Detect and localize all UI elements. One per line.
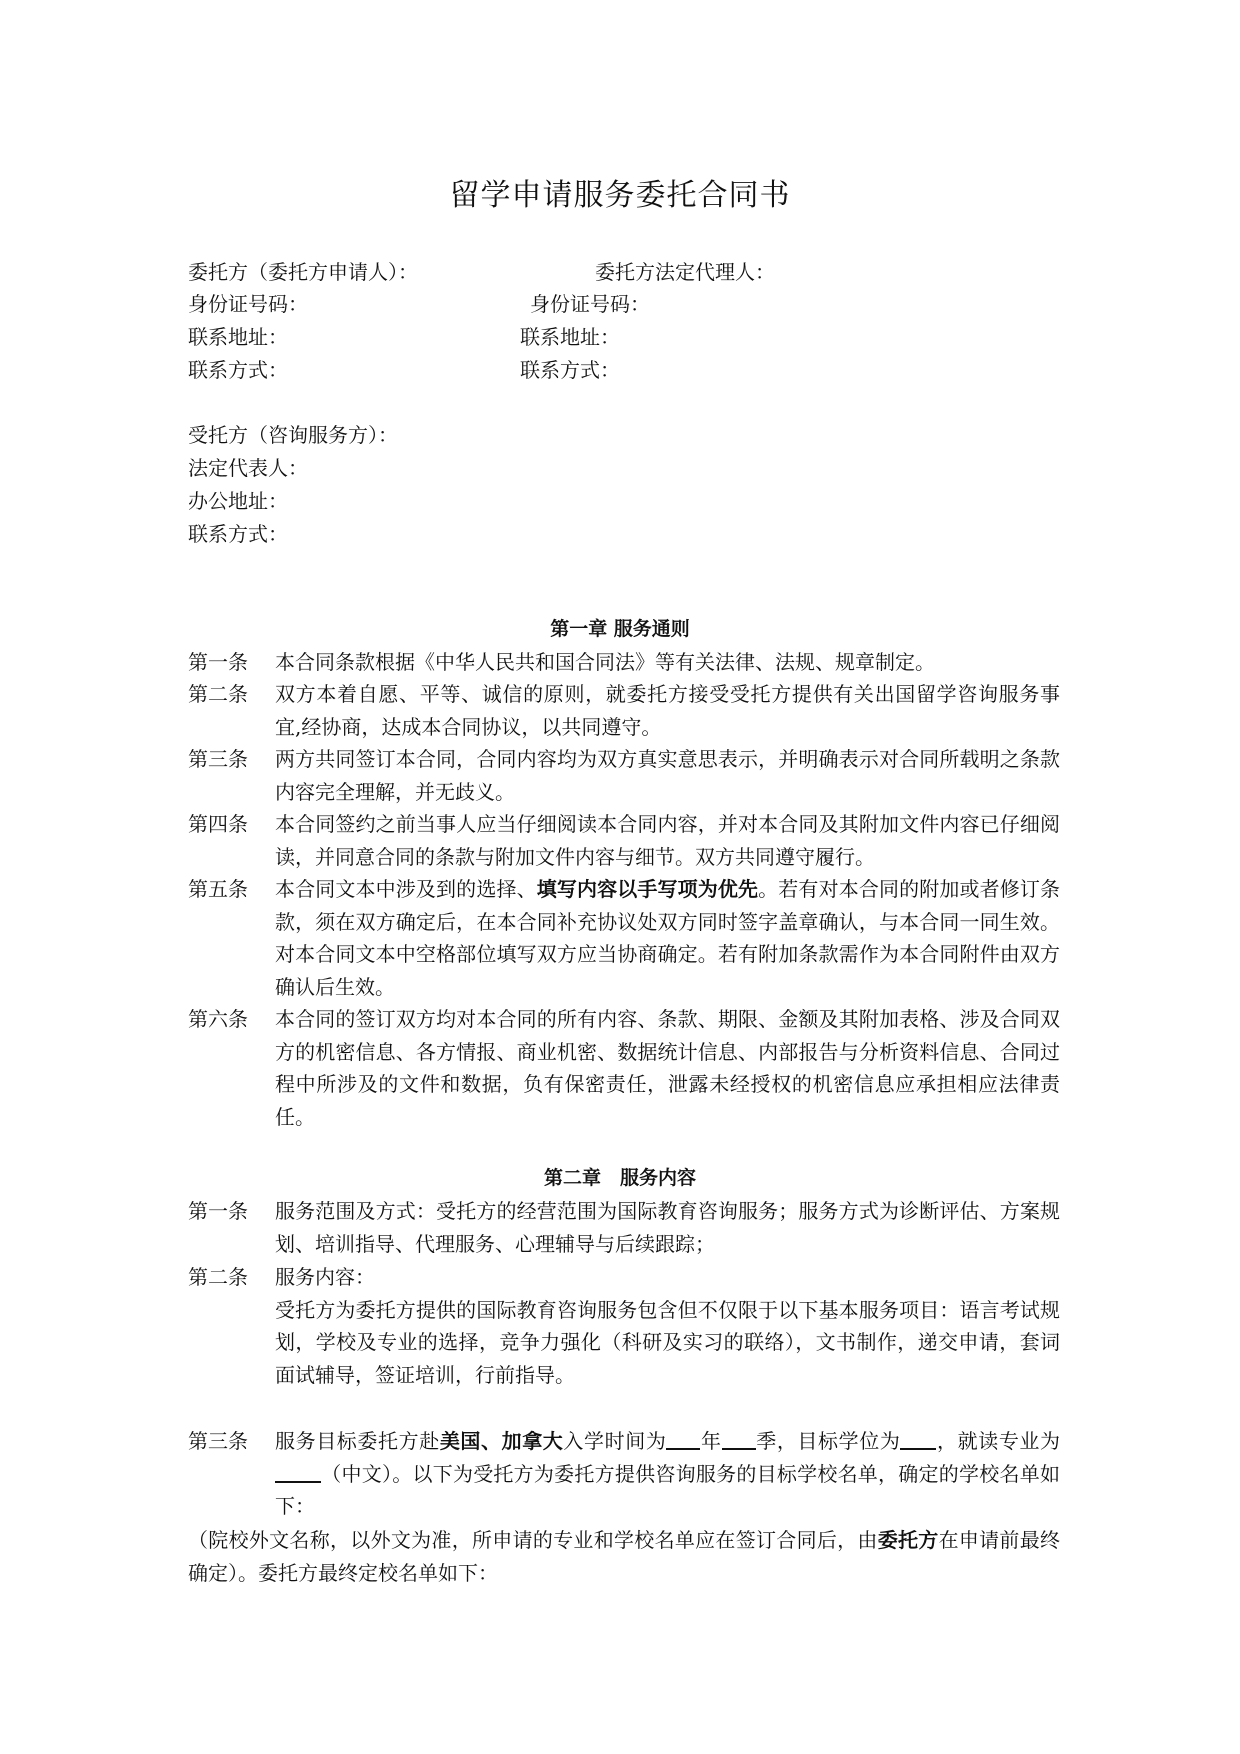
article-number: 第二条 [188, 682, 248, 706]
article-text [275, 873, 1060, 1003]
article-text-part: 服务目标委托方赴 [275, 1429, 440, 1453]
target-degree-blank[interactable] [900, 1428, 936, 1450]
article-number: 第三条 [188, 1429, 248, 1453]
chapter-1-article-3 [188, 743, 1060, 808]
chapter-2-article-3 [188, 1425, 1060, 1523]
chapter-1-article-1 [188, 646, 1060, 679]
article-text-part: 。若有对本合同的附加或者修订条款，须在双方确定后，在本合同补充协议处双方同时签字盖章确认，与本合同一同生效。对本合同文本中空格部位填写双方应当协商确定。若有附加条款需作为本合同附件由双方确认后生效。 [275, 877, 1061, 999]
article-text: 本合同签约之前当事人应当仔细阅读本合同内容，并对本合同及其附加文件内容已仔细阅读，并同意合同的条款与附加文件内容与细节。双方共同遵守履行。 [275, 812, 1060, 869]
article-text: 服务范围及方式：受托方的经营范围为国际教育咨询服务；服务方式为诊断评估、方案规划、培训指导、代理服务、心理辅导与后续跟踪； [275, 1199, 1060, 1256]
article-text: 受托方为委托方提供的国际教育咨询服务包含但不仅限于以下基本服务项目：语言考试规划，学校及专业的选择，竞争力强化（科研及实习的联络），文书制作，递交申请，套词面试辅导，签证培训，行前指导。 [275, 1297, 1060, 1387]
chapter-2-article-1 [188, 1195, 1060, 1260]
document-title: 留学申请服务委托合同书 [449, 178, 791, 213]
guardian-address-label: 联系地址： [520, 325, 620, 349]
school-list-note [188, 1524, 1060, 1589]
chapter-2-heading: 第二章 服务内容 [543, 1167, 696, 1189]
article-text: 本合同的签订双方均对本合同的所有内容、条款、期限、金额及其附加表格、涉及合同双方的机密信息、各方情报、商业机密、数据统计信息、内部报告与分析资料信息、合同过程中所涉及的文件和数据，负有保密责任，泄露未经授权的机密信息应承担相应法律责任。 [275, 1007, 1060, 1129]
major-blank[interactable] [275, 1461, 321, 1483]
agent-contact-label: 联系方式： [188, 522, 288, 546]
article-text: 本合同条款根据《中华人民共和国合同法》等有关法律、法规、规章制定。 [275, 650, 935, 674]
chapter-1-article-2 [188, 678, 1060, 743]
article-number: 第二条 [188, 1265, 248, 1289]
article-number: 第六条 [188, 1007, 248, 1031]
entry-season-blank[interactable] [722, 1428, 756, 1450]
handwritten-priority-clause: 填写内容以手写项为优先 [536, 877, 759, 901]
article-number: 第一条 [188, 650, 248, 674]
article-text-part: ，就读专业为 [936, 1429, 1061, 1453]
article-label: 服务内容： [275, 1265, 375, 1289]
note-text-part: （院校外文名称，以外文为准，所申请的专业和学校名单应在签订合同后，由 [188, 1528, 878, 1552]
chapter-1-article-6 [188, 1003, 1060, 1133]
article-number: 第五条 [188, 877, 248, 901]
client-address-label: 联系地址： [188, 325, 288, 349]
article-text [275, 1425, 1060, 1523]
article-number: 第三条 [188, 747, 248, 771]
article-number: 第一条 [188, 1199, 248, 1223]
article-text-part: 本合同文本中涉及到的选择、 [275, 877, 537, 901]
guardian-id-label: 身份证号码： [530, 292, 650, 316]
article-text-part: 入学时间为 [563, 1429, 667, 1453]
agent-representative-label: 法定代表人： [188, 456, 308, 480]
chapter-1-heading: 第一章 服务通则 [550, 618, 690, 640]
agent-office-label: 办公地址： [188, 489, 288, 513]
chapter-1-article-4 [188, 808, 1060, 873]
article-text-part: 季，目标学位为 [755, 1429, 901, 1453]
client-id-label: 身份证号码： [188, 292, 308, 316]
agent-label: 受托方（咨询服务方）： [188, 423, 398, 447]
client-label: 委托方（委托方申请人）： [188, 260, 418, 284]
target-countries: 美国、加拿大 [439, 1429, 564, 1453]
entry-year-blank[interactable] [666, 1428, 700, 1450]
chapter-2-article-2 [188, 1261, 1060, 1391]
chapter-1-article-5 [188, 873, 1060, 1003]
article-text-part: 年 [700, 1429, 722, 1453]
article-text: 两方共同签订本合同，合同内容均为双方真实意思表示，并明确表示对合同所载明之条款内容完全理解，并无歧义。 [275, 747, 1060, 804]
client-contact-label: 联系方式： [188, 358, 288, 382]
guardian-contact-label: 联系方式： [520, 358, 620, 382]
client-emphasis: 委托方 [877, 1528, 939, 1552]
guardian-label: 委托方法定代理人： [595, 260, 775, 284]
article-text: 双方本着自愿、平等、诚信的原则，就委托方接受受托方提供有关出国留学咨询服务事宜,经协商，达成本合同协议，以共同遵守。 [275, 682, 1060, 739]
article-number: 第四条 [188, 812, 248, 836]
note-text-part: 在申请前最终确定）。委托方最终定校名单如下： [188, 1528, 1061, 1585]
article-text-part: （中文）。以下为受托方为委托方提供咨询服务的目标学校名单，确定的学校名单如下： [275, 1461, 1060, 1518]
